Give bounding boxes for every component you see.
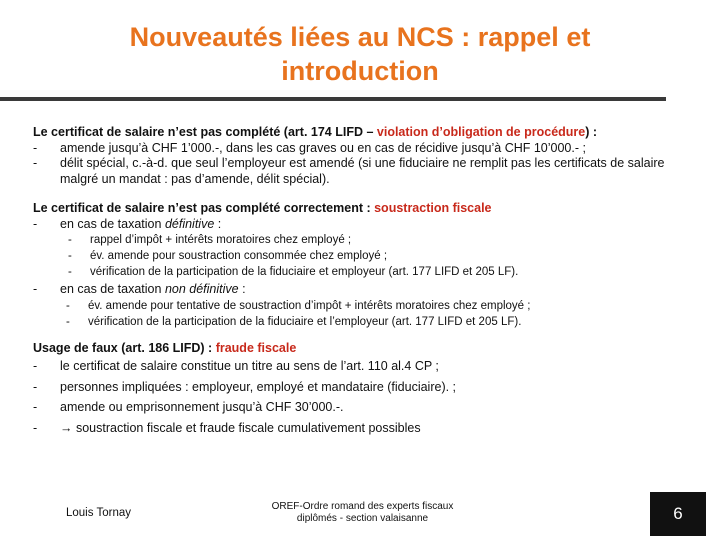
bullet-dash: - — [33, 400, 38, 414]
arrow-text: soustraction fiscale et fraude fiscale cumulativement possibles — [72, 420, 421, 435]
sub-list-item-text: vérification de la participation de la fiduciaire et employeur (art. 177 LIFD et 205 LF). — [90, 266, 519, 278]
title-line-1: Nouveautés liées au NCS : rappel et — [129, 22, 591, 52]
list-item-text: délit spécial, c.-à-d. que seul l’employeur est amendé (si une fiduciaire ne remplit pas les certificats de salaire malgré un mandat : pas d’amende, délit spécial). — [60, 156, 665, 186]
case-definitive — [33, 217, 693, 233]
bullet-dash: - — [33, 216, 38, 231]
list-item-text: amende ou emprisonnement jusqu’à CHF 30’000.-. — [60, 400, 344, 414]
section-1-heading-end: ) : — [585, 125, 598, 139]
case-definitive-label — [60, 217, 693, 233]
sub-list-item — [66, 298, 693, 314]
section-1-heading-start: Le certificat de salaire n’est pas complété (art. 174 LIFD – — [33, 125, 377, 139]
slide-content — [33, 125, 693, 436]
case-label-end: : — [238, 282, 246, 296]
footer-author: Louis Tornay — [66, 507, 131, 519]
section-3-heading — [33, 341, 693, 357]
list-item-text — [60, 421, 693, 437]
spacer — [33, 330, 693, 341]
list-item-text: amende jusqu’à CHF 1’000.-, dans les cas graves ou en cas de récidive jusqu’à CHF 10’000.- ; — [60, 140, 586, 155]
bullet-dash: - — [33, 140, 38, 155]
section-2-heading-start: Le certificat de salaire n’est pas complété correctement : — [33, 201, 375, 215]
list-item — [33, 141, 693, 157]
footer-organization — [245, 501, 480, 525]
bullet-dash: - — [66, 299, 70, 312]
section-1-heading — [33, 125, 693, 141]
section-2-heading — [33, 201, 693, 217]
bullet-dash: - — [33, 282, 38, 296]
footer-org-line-2: diplômés - section valaisanne — [296, 513, 429, 524]
section-3-heading-highlight: fraude fiscale — [215, 340, 297, 355]
list-item — [33, 421, 693, 437]
list-item-text: personnes impliquées : employeur, employé et mandataire (fiduciaire). ; — [60, 379, 457, 394]
case-label-start: en cas de taxation — [60, 216, 165, 231]
title-line-2: introduction — [281, 56, 439, 86]
title-divider — [0, 97, 666, 101]
bullet-dash: - — [33, 379, 38, 394]
list-item — [33, 359, 693, 375]
list-item — [33, 400, 693, 416]
list-item-text: le certificat de salaire constitue un titre au sens de l’art. 110 al.4 CP ; — [60, 359, 439, 373]
case-label-start: en cas de taxation — [60, 282, 165, 296]
sub-list-item — [66, 314, 693, 330]
section-2-heading-highlight: soustraction fiscale — [374, 201, 492, 215]
case-label-italic: non définitive — [164, 282, 239, 296]
sub-list-item-text: év. amende pour tentative de soustraction d’impôt + intérêts moratoires chez employé ; — [88, 299, 531, 312]
sub-list-item — [68, 232, 693, 248]
bullet-dash: - — [66, 315, 70, 328]
arrow-right-icon: → — [60, 420, 73, 435]
slide-title — [60, 20, 660, 88]
case-non-definitive-label — [60, 282, 693, 298]
spacer — [33, 187, 693, 201]
footer-org-line-1: OREF-Ordre romand des experts fiscaux — [271, 501, 454, 512]
bullet-dash: - — [33, 420, 38, 435]
case-non-definitive — [33, 282, 693, 298]
sub-list-item-text: rappel d’impôt + intérêts moratoires chez employé ; — [90, 234, 352, 246]
bullet-dash: - — [33, 156, 38, 170]
page-number: 6 — [650, 492, 706, 536]
section-1-heading-highlight: violation d’obligation de procédure — [376, 125, 586, 139]
list-item — [33, 380, 693, 396]
bullet-dash: - — [68, 234, 72, 246]
section-3-heading-start: Usage de faux (art. 186 LIFD) : — [33, 340, 216, 355]
case-label-end: : — [214, 216, 222, 231]
bullet-dash: - — [68, 266, 72, 278]
sub-list-item — [68, 264, 693, 280]
sub-list-item — [68, 248, 693, 264]
case-label-italic: définitive — [164, 216, 215, 231]
bullet-dash: - — [68, 250, 72, 262]
bullet-dash: - — [33, 359, 38, 373]
sub-list-item-text: vérification de la participation de la fiduciaire et l’employeur (art. 177 LIFD et 205 LF). — [88, 315, 522, 328]
list-item — [33, 156, 693, 187]
sub-list-item-text: év. amende pour soustraction consommée chez employé ; — [90, 250, 388, 262]
